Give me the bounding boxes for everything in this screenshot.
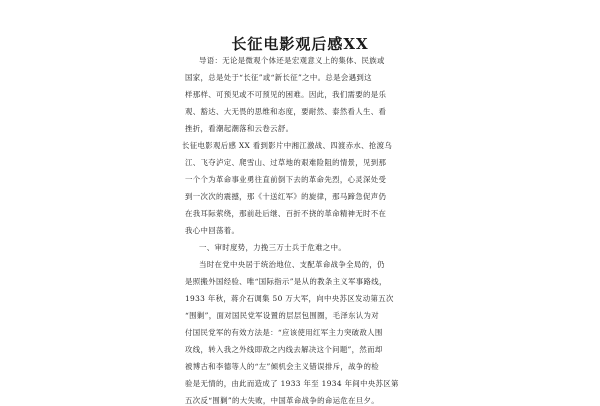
text-line: 在我耳际萦绕，那前赴后继、百折不挠的革命精神无时不在 <box>185 209 387 218</box>
text-line: 被博古和李德等人的“左”倾机会主义错误排斥，战争的检 <box>185 362 380 371</box>
text-line: 验是无情的，由此而造成了 1933 年至 1934 年间中央苏区第 <box>185 379 399 388</box>
text-line: 我心中回荡着。 <box>185 226 240 235</box>
text-line: 到一次次的震撼，那《十送红军》的旋律，那马蹄急促声仍 <box>185 192 387 201</box>
text-line: 1933 年秋，蒋介石调集 50 万大军，向中央苏区发动第五次 <box>185 294 394 303</box>
text-line: 国家，总是处于“长征”或“新长征”之中。总是会遇到这 <box>185 73 372 82</box>
text-line: 样那样、可预见或不可预见的困难。因此，我们需要的是乐 <box>185 90 387 99</box>
text-line: 攻线，转入我之外线即敌之内线去解决这个问题”，然而却 <box>185 345 383 354</box>
text-line: 挫折，看潮起潮落和云卷云舒。 <box>185 124 294 133</box>
text-line: “围剿”，面对国民党军设置的层层包围圈，毛泽东认为对 <box>185 311 380 320</box>
text-line: 五次反“围剿”的大失败，中国革命战争的命运危在旦夕。 <box>185 396 380 405</box>
text-line: 江、飞夺泸定、爬雪山、过草地的艰难险阻的情景，见到那 <box>185 158 387 167</box>
text-line: 长征电影观后感 XX 看到影片中湘江激战、四渡赤水、抢渡乌 <box>182 141 393 150</box>
text-line: 是照搬外国经验、唯“国际指示”是从的教条主义军事路线， <box>185 277 387 286</box>
text-line: 付国民党军的有效方法是：“应该使用红军主力突破敌人围 <box>185 328 383 337</box>
text-line: 当时在党中央居于统治地位、支配革命战争全局的，仍 <box>199 260 385 269</box>
text-line: 导语：无论是微观个体还是宏观意义上的集体、民族或 <box>199 56 385 65</box>
text-line: 一、审时度势，力挽三万士兵于危难之中。 <box>199 243 347 252</box>
text-line: 一个个为革命事业勇往直前倒下去的革命先烈，心灵深处受 <box>185 175 387 184</box>
document-title: 长征电影观后感XX <box>231 35 369 53</box>
text-line: 观、豁达、大无畏的思维和态度，要耐然、泰然看人生、看 <box>185 107 387 116</box>
